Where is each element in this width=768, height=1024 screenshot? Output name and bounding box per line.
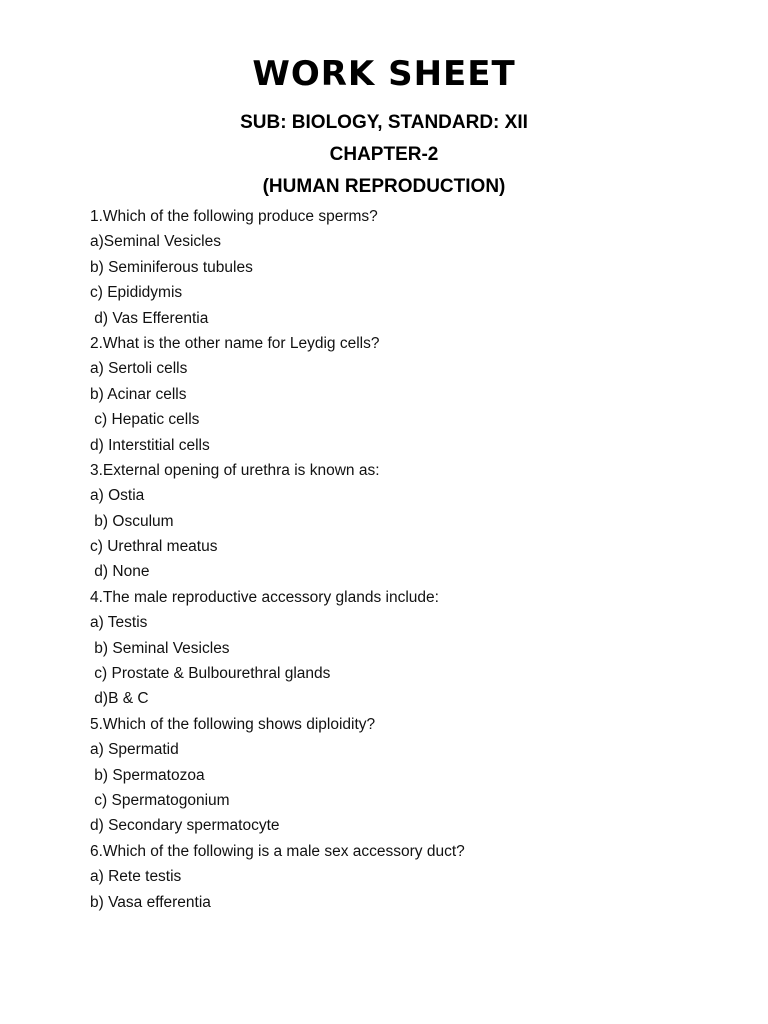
chapter-number: CHAPTER-2 — [329, 144, 439, 165]
answer-option: d) Interstitial cells — [90, 436, 210, 454]
answer-option: b) Seminiferous tubules — [90, 258, 253, 276]
answer-option: c) Epididymis — [90, 284, 183, 302]
question-text: 2.What is the other name for Leydig cells? — [90, 334, 380, 352]
answer-option: c) Spermatogonium — [90, 791, 230, 809]
answer-option: b) Seminal Vesicles — [90, 639, 230, 657]
answer-option: d) Vas Efferentia — [90, 309, 209, 327]
answer-option: c) Prostate & Bulbourethral glands — [90, 665, 331, 683]
answer-option: a)Seminal Vesicles — [90, 233, 221, 251]
question-text: 1.Which of the following produce sperms? — [90, 208, 378, 225]
answer-option: c) Hepatic cells — [90, 411, 200, 429]
chapter-name: (HUMAN REPRODUCTION) — [262, 176, 506, 197]
answer-option: a) Testis — [90, 614, 148, 632]
question-text: 6.Which of the following is a male sex accessory duct? — [90, 842, 465, 860]
answer-option: c) Urethral meatus — [90, 538, 218, 556]
answer-option: b) Vasa efferentia — [90, 893, 211, 911]
answer-option: a) Ostia — [90, 487, 145, 505]
answer-option: a) Spermatid — [90, 741, 179, 759]
question-text: 3.External opening of urethra is known as: — [90, 461, 380, 479]
answer-option: b) Spermatozoa — [90, 766, 205, 784]
worksheet-title: WORK SHEET — [252, 54, 516, 94]
answer-option: d) None — [90, 563, 150, 581]
question-text: 5.Which of the following shows diploidity? — [90, 715, 376, 733]
answer-option: d) Secondary spermatocyte — [90, 817, 280, 835]
answer-option: b) Osculum — [90, 512, 174, 530]
question-list — [90, 204, 730, 915]
answer-option: a) Rete testis — [90, 868, 182, 886]
answer-option: b) Acinar cells — [90, 385, 187, 403]
question-text: 4.The male reproductive accessory glands include: — [90, 588, 439, 606]
answer-option: a) Sertoli cells — [90, 360, 188, 378]
answer-option: d)B & C — [90, 690, 149, 708]
subject-standard-line: SUB: BIOLOGY, STANDARD: XII — [240, 112, 528, 133]
